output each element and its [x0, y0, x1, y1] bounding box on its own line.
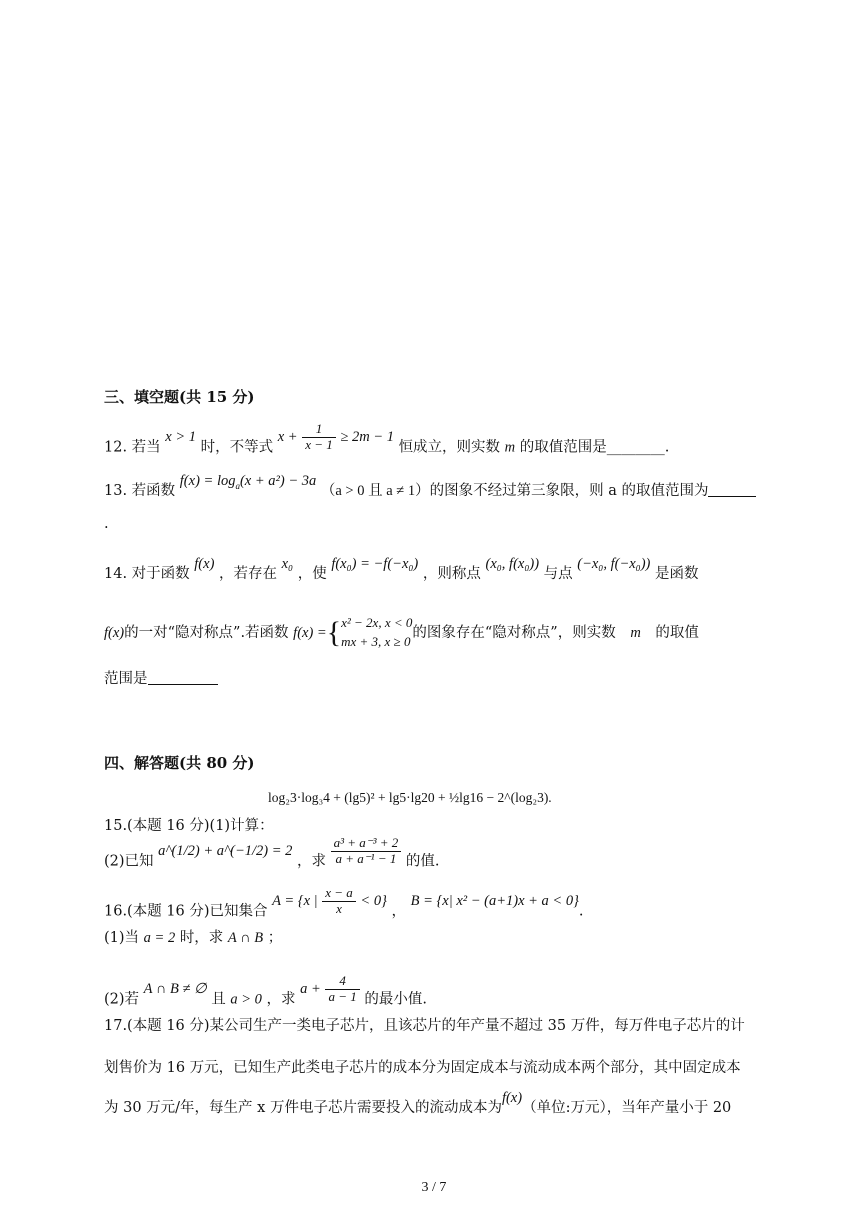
- q17-line-1: 17.(本题 16 分)某公司生产一类电子芯片，且该芯片的年产量不超过 35 万件，每万件电子芯片的计: [104, 1018, 745, 1034]
- q15-part1: 15.(本题 16 分)(1)计算：: [104, 818, 274, 834]
- q14-line2-fx: f(x): [104, 624, 125, 641]
- q14-cases: [341, 614, 412, 652]
- q16-p2-cond2: a > 0: [230, 991, 262, 1008]
- q14-mid1: ，若存在: [219, 566, 278, 582]
- q14-brace: {: [326, 615, 342, 649]
- q16-p1-cond: a = 2: [143, 930, 176, 946]
- q14-line-2: [104, 614, 798, 652]
- q16-setA-fraction: [322, 886, 356, 917]
- q16-p2-d: 的最小值.: [364, 991, 427, 1008]
- q12-number: 12. 若当: [104, 439, 161, 456]
- q14-fx: f(x): [194, 556, 215, 572]
- q12-text: 时，不等式: [200, 439, 274, 456]
- q14-tail: 是函数: [654, 566, 699, 582]
- q14-pw-lhs: f(x) =: [293, 624, 327, 641]
- q14-number: 14. 对于函数: [104, 566, 190, 582]
- q14-x0: x₀: [281, 556, 294, 572]
- q15-p2-a: (2)已知: [104, 853, 154, 870]
- q14-line-3: [104, 670, 798, 688]
- q15-fraction: [331, 836, 402, 867]
- q14-line3-text: 范围是: [104, 671, 148, 687]
- q16-p1-expr: A ∩ B: [227, 930, 264, 946]
- q16-p2-c: ，求: [266, 991, 296, 1008]
- q14-case-2: mx + 3, x ≥ 0: [341, 633, 411, 649]
- q17-line3-fx: f(x): [501, 1090, 523, 1106]
- q17-line3-a: 为 30 万元/年，每生产 x 万件电子芯片需要投入的流动成本为: [104, 1100, 502, 1116]
- q16-p1-a: (1)当: [104, 930, 140, 946]
- q14-point2: (−x₀, f(−x₀)): [577, 556, 651, 572]
- q16-p2-expr-left: a +: [300, 981, 321, 998]
- q14-mid3: ，则称点: [422, 566, 481, 582]
- q13-func-name: f(x) = log: [179, 473, 236, 489]
- q13-func: [180, 473, 316, 489]
- q12-fraction: [302, 422, 336, 453]
- q16-p2-den: a − 1: [328, 988, 357, 1004]
- q16-setA-right: < 0}: [360, 893, 387, 910]
- q14-case-1: x² − 2x, x < 0: [341, 615, 413, 630]
- section-3-title: 三、填空题(共 15 分): [104, 388, 255, 406]
- q13-func-sub: a: [235, 480, 240, 491]
- q12-condition: x > 1: [165, 429, 197, 446]
- q16-p1-c: ；: [267, 930, 283, 946]
- q14-point1: (x₀, f(x₀)): [485, 556, 540, 572]
- q13-continuation: .: [104, 516, 109, 532]
- q15-p2-c: 的值.: [405, 853, 440, 870]
- q15-expression: log₂3·log₃4 + (lg5)² + lg5·lg20 + ½lg16 − 2^(log₂3).: [268, 790, 552, 805]
- q13-number: 13. 若函数: [104, 483, 176, 499]
- question-13: [104, 473, 798, 502]
- q17-line-2: 划售价为 16 万元，已知生产此类电子芯片的成本分为固定成本与流动成本两个部分，其中固定成本: [104, 1060, 741, 1076]
- q13-answer-blank: [708, 482, 756, 497]
- q14-answer-blank: [148, 670, 218, 685]
- q12-ineq-left: x +: [277, 429, 298, 446]
- q14-line2-m: m: [630, 624, 641, 641]
- q14-equation: f(x₀) = −f(−x₀): [331, 556, 419, 572]
- question-16: [104, 885, 798, 927]
- q16-setA-left: A = {x |: [272, 893, 318, 910]
- page-number: 3 / 7: [421, 1180, 447, 1195]
- q12-tail2: 的取值范围是________.: [519, 439, 670, 456]
- q15-frac-den: a + a⁻¹ − 1: [335, 850, 397, 866]
- q15-part2: [104, 835, 798, 877]
- q16-p2-a: (2)若: [104, 991, 140, 1008]
- q16-setA-den: x: [336, 900, 342, 916]
- question-12: [104, 421, 798, 463]
- q14-line2-a: 的一对“隐对称点”.若函数: [124, 624, 289, 641]
- q12-frac-num: 1: [302, 422, 336, 438]
- q13-tail: 的图象不经过第三象限，则 a 的取值范围为: [429, 483, 709, 499]
- q13-condition: （a > 0 且 a ≠ 1）: [320, 483, 430, 499]
- section-4-title: 四、解答题(共 80 分): [104, 754, 255, 772]
- q15-frac-num: a³ + a⁻³ + 2: [331, 836, 402, 852]
- q16-number: 16.(本题 16 分)已知集合: [104, 903, 268, 920]
- q16-part2: [104, 973, 798, 1015]
- q12-frac-den: x − 1: [305, 436, 333, 452]
- q16-p2-b: 且: [211, 991, 226, 1008]
- q16-comma: ，: [391, 903, 406, 920]
- q14-mid2: ，使: [297, 566, 327, 582]
- q15-p2-b: ，求: [296, 853, 326, 870]
- q13-func-rest: (x + a²) − 3a: [239, 473, 317, 489]
- q16-end: .: [578, 903, 584, 920]
- question-14: [104, 556, 798, 583]
- q12-var: m: [504, 439, 516, 456]
- q17-line3-b: （单位:万元），当年产量小于 20: [522, 1100, 732, 1116]
- q16-setA-num: x − a: [322, 886, 356, 902]
- q14-line2-b: 的图象存在“隐对称点”，则实数: [412, 624, 616, 641]
- q12-tail: 恒成立，则实数: [398, 439, 501, 456]
- q15-p2-cond: a^(1/2) + a^(−1/2) = 2: [158, 843, 293, 860]
- q12-ineq-right: ≥ 2m − 1: [340, 429, 394, 446]
- q17-line-3: [104, 1090, 798, 1117]
- q16-p2-fraction: [325, 974, 359, 1005]
- q14-mid4: 与点: [543, 566, 573, 582]
- q16-p2-num: 4: [325, 974, 359, 990]
- q16-part1: [104, 930, 798, 947]
- q14-line2-c: 的取值: [655, 624, 699, 641]
- q16-p2-cond: A ∩ B ≠ ∅: [143, 981, 207, 998]
- q16-setB: B = {x| x² − (a+1)x + a < 0}: [410, 893, 579, 910]
- q16-p1-b: 时，求: [179, 930, 224, 946]
